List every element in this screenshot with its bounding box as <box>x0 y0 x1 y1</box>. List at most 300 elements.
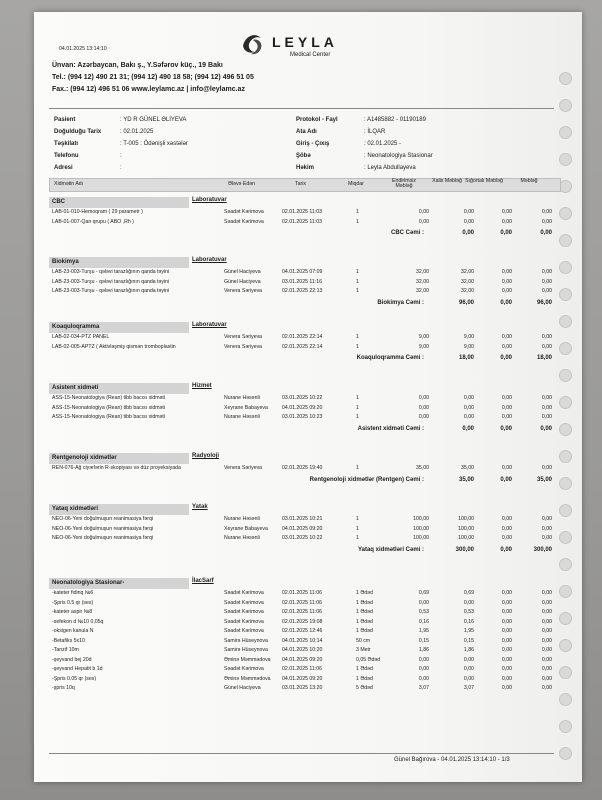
service-name: NEO-06-Yeni doğulmuşun reanimasiya fərqi <box>52 525 154 532</box>
quantity: 1 <box>356 278 359 285</box>
amount-cell: 0,00 <box>541 404 552 411</box>
punch-hole <box>559 99 572 112</box>
patient-field-value: : Leyla Abdullayeva <box>364 165 416 171</box>
amount-cell: 0,00 <box>501 288 512 294</box>
amount-cell: 100,00 <box>413 516 429 522</box>
amount-cell: 0,00 <box>418 599 429 606</box>
section-total-value: 0,00 <box>500 299 512 306</box>
service-date: 02.01.2025 11:06 <box>282 590 322 596</box>
section-total-value: 300,00 <box>455 546 474 553</box>
service-name: -Şpris 0.05 qr (ses) <box>52 675 97 682</box>
patient-field-label: Adresi <box>54 165 73 171</box>
amount-cell: 0,00 <box>418 666 429 672</box>
amount-cell: 0,00 <box>501 675 512 682</box>
quantity: 5 Ədəd <box>356 685 373 691</box>
fax-line: Fax.: (994 12) 496 51 06 www.leylamc.az | info@leylamc.az <box>52 86 245 93</box>
section-total-value: 0,00 <box>540 230 552 236</box>
punch-hole <box>559 720 572 733</box>
punch-hole <box>559 342 572 355</box>
service-name: -Şpris 0.5 qr (ses) <box>52 599 94 606</box>
service-date: 02.01.2025 12:46 <box>282 628 323 634</box>
amount-cell: 0,00 <box>418 218 429 225</box>
quantity: 1 <box>356 334 359 340</box>
punch-hole <box>559 558 572 571</box>
added-by: Əminə Məmmədova <box>224 656 271 663</box>
amount-cell: 9,00 <box>463 334 474 340</box>
added-by: Nurane Həsənli <box>224 516 260 522</box>
amount-cell: 3,07 <box>418 685 429 691</box>
section-name: CBC <box>52 199 65 205</box>
quantity: 1 Ədəd <box>356 590 373 596</box>
patient-field-value: : YD R GÜNEL ƏLİYEVA <box>120 117 187 123</box>
section-total-value: 300,00 <box>533 546 552 553</box>
service-name: -oksigen kanula N <box>52 628 94 634</box>
table-header-cell: Xalis Məbləğ <box>432 178 462 184</box>
amount-cell: 0,00 <box>501 685 512 691</box>
punch-hole <box>559 315 572 328</box>
amount-cell: 0,00 <box>463 218 474 225</box>
patient-field-label: Telefonu <box>54 153 79 159</box>
amount-cell: 100,00 <box>413 525 429 532</box>
section-name: Yataq xidmətləri <box>52 506 99 512</box>
print-time: 04.01.2025 13:14:10 <box>59 46 107 52</box>
section-total-value: 0,00 <box>462 425 474 432</box>
patient-field-value: : A1485882 - 01190189 <box>364 117 426 123</box>
added-by: Xeyrane Babayeva <box>224 404 268 411</box>
quantity: 1 <box>356 516 359 522</box>
service-name: -kateter aspir №8 <box>52 609 93 615</box>
table-header-cell: Miqdar <box>348 181 364 187</box>
service-name: -şeyvand Hepatit b 1d <box>52 666 103 672</box>
patient-field-label: Protokol - Fayl <box>296 117 338 123</box>
amount-cell: 0,00 <box>418 404 429 411</box>
added-by: Venera Səriyeva <box>224 288 263 294</box>
amount-cell: 0,00 <box>501 334 512 340</box>
section-total-value: 0,00 <box>500 425 512 432</box>
punch-hole <box>559 450 572 463</box>
amount-cell: 0,00 <box>541 465 552 471</box>
table-header-cell: Məbləğ <box>520 178 538 184</box>
service-date: 04.01.2025 09:20 <box>282 404 323 411</box>
section-total-value: 0,00 <box>540 425 552 432</box>
punch-hole <box>559 504 572 517</box>
service-name: LAB-01-007-Qan qrupu ( ABO ,Rh ) <box>52 218 134 225</box>
added-by: Samirə Hüseynova <box>224 647 268 653</box>
amount-cell: 0,00 <box>541 656 552 663</box>
amount-cell: 0,00 <box>501 599 512 606</box>
amount-cell: 0,16 <box>463 618 474 625</box>
quantity: 1 <box>356 404 359 411</box>
punch-hole <box>559 369 572 382</box>
service-name: LAB-23-003-Turşu - qələvi tarazlığının qanda təyini <box>52 269 170 275</box>
added-by: Venera Səriyeva <box>224 343 263 350</box>
amount-cell: 35,00 <box>461 465 474 471</box>
section-total-value: 0,00 <box>500 476 512 483</box>
punch-hole <box>559 585 572 598</box>
service-name: REN-076-Ağ ciyərlərin R-skopiyası və düz proyeksiyada <box>52 465 181 471</box>
quantity: 1 <box>356 465 359 471</box>
amount-cell: 0,00 <box>418 414 429 420</box>
quantity: 1 <box>356 414 359 420</box>
header-divider <box>49 108 554 109</box>
added-by: Əminə Məmmədova <box>224 675 271 682</box>
quantity: 50 cm <box>356 637 371 644</box>
added-by: Səadət Kərimova <box>224 218 264 225</box>
quantity: 1 <box>356 535 359 541</box>
patient-field-label: Şöbə <box>296 153 311 159</box>
amount-cell: 0,00 <box>463 404 474 411</box>
quantity: 1 Ədəd <box>356 666 373 672</box>
amount-cell: 0,00 <box>541 535 552 541</box>
footer-text: Günel Bağırova - 04.01.2025 13:14:10 - 1/3 <box>394 757 510 763</box>
added-by: Nurane Həsənli <box>224 535 260 541</box>
table-header-cell: Endirimsiz Məbləğ <box>392 178 416 189</box>
amount-cell: 0,00 <box>541 637 552 644</box>
section-group: Laboratuvar <box>192 197 227 203</box>
amount-cell: 0,00 <box>463 209 474 215</box>
amount-cell: 0,00 <box>418 675 429 682</box>
added-by: Samirə Hüseynova <box>224 637 268 644</box>
amount-cell: 35,00 <box>416 465 429 471</box>
tel-line: Tel.: (994 12) 490 21 31; (994 12) 490 18 58; (994 12) 496 51 05 <box>52 74 254 81</box>
amount-cell: 0,00 <box>541 209 552 215</box>
amount-cell: 0,00 <box>501 637 512 644</box>
quantity: 1 Ədəd <box>356 599 373 606</box>
patient-field-value: : 02.01.2025 - <box>364 141 402 147</box>
patient-field-value: : <box>120 153 122 159</box>
section-total-label: Rentgenoloji xidmətlər (Rentgen) Cəmi : <box>309 476 424 483</box>
service-name: NEO-06-Yeni doğulmuşun reanimasiya fərqi <box>52 535 154 541</box>
section-total-value: 35,00 <box>458 476 474 483</box>
patient-field-value: : 02.01.2025 <box>120 129 154 135</box>
table-header-cell: Ələvə Edən <box>228 181 255 187</box>
service-date: 02.01.2025 22:13 <box>282 288 323 294</box>
quantity: 1 <box>356 269 359 275</box>
amount-cell: 0,00 <box>418 209 429 215</box>
service-name: ASS-15-Neonatologiya (Rean) tibb bacısı xidməti <box>52 395 166 401</box>
amount-cell: 0,00 <box>418 656 429 663</box>
amount-cell: 32,00 <box>461 269 474 275</box>
section-total-label: Asistent xidməti Cəmi : <box>357 425 424 432</box>
amount-cell: 0,69 <box>418 590 429 596</box>
amount-cell: 100,00 <box>413 535 429 541</box>
service-name: ASS-15-Neonatologiya (Rean) tibb bacısı xidməti <box>52 404 166 411</box>
section-total-label: Biokimya Cəmi : <box>377 299 424 306</box>
service-date: 03.01.2025 10:22 <box>282 535 323 541</box>
amount-cell: 32,00 <box>416 288 429 294</box>
service-date: 02.01.2025 11:06 <box>282 666 322 672</box>
service-date: 03.01.2025 10:22 <box>282 395 323 401</box>
quantity: 1 <box>356 209 359 215</box>
section-total-value: 0,00 <box>500 355 512 361</box>
amount-cell: 0,00 <box>501 525 512 532</box>
table-header-cell: Xidmətin Adı <box>54 181 84 187</box>
added-by: Günel Haciyeva <box>224 685 261 691</box>
service-date: 03.01.2025 11:16 <box>282 278 322 285</box>
quantity: 1 <box>356 395 359 401</box>
amount-cell: 0,00 <box>501 666 512 672</box>
amount-cell: 0,00 <box>501 343 512 350</box>
service-name: -şeyvand bej 20d <box>52 656 92 663</box>
service-name: -Tanzif 10m <box>52 647 79 653</box>
punch-hole <box>559 747 572 760</box>
section-total-value: 18,00 <box>536 355 552 361</box>
amount-cell: 0,00 <box>541 278 552 285</box>
patient-field-label: Doğulduğu Tarix <box>54 129 102 135</box>
logo-name: LEYLA <box>272 34 338 50</box>
section-total-label: CBC Cəmi : <box>390 230 424 236</box>
added-by: Nurane Həsənli <box>224 414 260 420</box>
amount-cell: 0,00 <box>541 609 552 615</box>
amount-cell: 100,00 <box>458 516 474 522</box>
amount-cell: 1,86 <box>463 647 474 653</box>
logo-subtitle: Medical Center <box>290 52 331 58</box>
amount-cell: 0,00 <box>541 343 552 350</box>
section-group: Hizmet <box>192 383 212 389</box>
added-by: Səadət Kərimova <box>224 628 264 634</box>
amount-cell: 0,53 <box>463 609 474 615</box>
service-date: 02.01.2025 11:03 <box>282 209 322 215</box>
added-by: Nurane Həsənli <box>224 395 260 401</box>
punch-hole <box>559 153 572 166</box>
added-by: Səadət Kərimova <box>224 209 264 215</box>
service-date: 02.01.2025 19:08 <box>282 618 323 625</box>
amount-cell: 0,00 <box>501 656 512 663</box>
service-date: 02.01.2025 11:06 <box>282 599 322 606</box>
section-total-label: Yataq xidmətləri Cəmi : <box>357 546 424 553</box>
section-group: Yatak <box>192 504 208 510</box>
added-by: Səadət Kərimova <box>224 666 264 672</box>
service-name: LAB-02-034-PTZ PANEL <box>52 334 110 340</box>
section-total-value: 0,00 <box>500 230 512 236</box>
quantity: 3 Metr <box>356 647 371 653</box>
amount-cell: 0,00 <box>541 395 552 401</box>
amount-cell: 0,00 <box>541 628 552 634</box>
leyla-logo-icon <box>239 30 267 58</box>
amount-cell: 0,00 <box>541 525 552 532</box>
punch-hole <box>559 261 572 274</box>
patient-field-value: : İLQAR <box>364 129 386 135</box>
amount-cell: 0,00 <box>541 288 552 294</box>
quantity: 0,05 Ədəd <box>356 656 381 663</box>
service-date: 02.01.2025 19:40 <box>282 465 323 471</box>
punch-hole <box>559 126 572 139</box>
table-header-cell: Sığortalı Məbləğ <box>465 178 503 184</box>
punch-hole <box>559 423 572 436</box>
amount-cell: 0,53 <box>418 609 429 615</box>
patient-field-value: : T-005 : Ödənişli xəstələr <box>120 141 188 147</box>
amount-cell: 0,00 <box>463 666 474 672</box>
service-date: 03.01.2025 13:20 <box>282 685 323 691</box>
punch-hole <box>559 531 572 544</box>
amount-cell: 0,00 <box>501 404 512 411</box>
service-name: NEO-06-Yeni doğulmuşun reanimasiya fərqi <box>52 516 154 522</box>
section-name: Biokimya <box>52 259 79 265</box>
amount-cell: 0,00 <box>501 218 512 225</box>
patient-field-label: Ata Adı <box>296 129 317 135</box>
section-group: Laboratuvar <box>192 322 227 328</box>
amount-cell: 0,00 <box>541 516 552 522</box>
amount-cell: 0,00 <box>463 675 474 682</box>
amount-cell: 0,00 <box>463 395 474 401</box>
amount-cell: 0,00 <box>501 609 512 615</box>
amount-cell: 0,00 <box>541 685 552 691</box>
amount-cell: 0,00 <box>541 218 552 225</box>
amount-cell: 0,00 <box>501 269 512 275</box>
amount-cell: 9,00 <box>418 334 429 340</box>
section-name: Asistent xidməti <box>52 385 99 391</box>
quantity: 1 Ədəd <box>356 609 373 615</box>
amount-cell: 1,95 <box>418 628 429 634</box>
service-date: 04.01.2025 07:09 <box>282 269 323 275</box>
quantity: 1 <box>356 525 359 532</box>
amount-cell: 0,00 <box>463 414 474 420</box>
section-group: İlacSarf <box>192 578 214 584</box>
service-name: -sefekon d №10 0,05q <box>52 618 104 625</box>
amount-cell: 0,00 <box>541 666 552 672</box>
added-by: Günel Haciyeva <box>224 269 261 275</box>
amount-cell: 3,07 <box>463 685 474 691</box>
section-group: Laboratuvar <box>192 257 227 263</box>
amount-cell: 100,00 <box>458 525 474 532</box>
amount-cell: 32,00 <box>416 278 429 285</box>
quantity: 1 <box>356 218 359 225</box>
amount-cell: 9,00 <box>463 343 474 350</box>
punch-hole <box>559 477 572 490</box>
punch-hole <box>559 612 572 625</box>
patient-field-value: : <box>120 165 122 171</box>
section-group: Radyoloji <box>192 453 220 459</box>
amount-cell: 32,00 <box>461 288 474 294</box>
section-total-value: 0,00 <box>462 230 474 236</box>
service-date: 03.01.2025 10:21 <box>282 516 323 522</box>
patient-field-label: Pasient <box>54 117 76 123</box>
amount-cell: 0,16 <box>418 618 429 625</box>
section-name: Koaquloqramma <box>52 324 100 330</box>
amount-cell: 0,00 <box>501 395 512 401</box>
amount-cell: 0,00 <box>501 209 512 215</box>
patient-field-label: Təşkilatı <box>54 141 79 147</box>
punch-hole <box>559 234 572 247</box>
amount-cell: 0,00 <box>501 535 512 541</box>
service-date: 02.01.2025 11:06 <box>282 609 322 615</box>
section-total-value: 18,00 <box>458 355 474 361</box>
patient-field-label: Həkim <box>296 165 315 171</box>
service-name: -kateter fidinq №6 <box>52 590 94 596</box>
punch-hole <box>559 666 572 679</box>
added-by: Səadət Kərimova <box>224 590 264 596</box>
punch-hole <box>559 207 572 220</box>
added-by: Səadət Kərimova <box>224 618 264 625</box>
service-date: 02.01.2025 22:14 <box>282 343 323 350</box>
quantity: 1 Ədəd <box>356 618 373 625</box>
service-date: 03.01.2025 10:23 <box>282 414 323 420</box>
section-total-value: 96,00 <box>536 299 552 306</box>
section-name: Neonatologiya Stasionar- <box>52 580 125 586</box>
amount-cell: 0,00 <box>501 414 512 420</box>
amount-cell: 0,00 <box>541 618 552 625</box>
amount-cell: 0,00 <box>463 599 474 606</box>
added-by: Venera Səriyeva <box>224 465 263 471</box>
punch-hole <box>559 639 572 652</box>
amount-cell: 0,00 <box>501 516 512 522</box>
amount-cell: 9,00 <box>418 343 429 350</box>
amount-cell: 0,15 <box>463 637 474 644</box>
service-name: LAB-23-003-Turşu - qələvi tarazlığının qanda təyini <box>52 288 170 294</box>
service-name: LAB-01-010-Hemoqram ( 29 parametr ) <box>52 209 143 215</box>
amount-cell: 0,00 <box>541 675 552 682</box>
patient-field-value: : Neonatologiya Stasionar <box>364 153 433 159</box>
amount-cell: 0,00 <box>501 647 512 653</box>
document-sheet <box>34 12 582 782</box>
amount-cell: 0,00 <box>463 656 474 663</box>
service-name: LAB-23-003-Turşu - qələvi tarazlığının qanda təyini <box>52 278 170 285</box>
section-header <box>49 197 189 208</box>
amount-cell: 0,00 <box>501 618 512 625</box>
amount-cell: 1,95 <box>463 628 474 634</box>
section-name: Rentgenoloji xidmətlər <box>52 455 117 461</box>
added-by: Venera Səriyeva <box>224 334 263 340</box>
amount-cell: 0,00 <box>541 599 552 606</box>
address-line: Ünvan: Azərbaycan, Bakı ş., Y.Səfərov küç., 19 Bakı <box>52 62 223 69</box>
section-total-value: 0,00 <box>500 546 512 553</box>
service-name: -şpris 10q <box>52 685 75 691</box>
quantity: 1 Ədəd <box>356 628 373 634</box>
added-by: Günel Haciyeva <box>224 278 261 285</box>
added-by: Səadət Kərimova <box>224 599 264 606</box>
punch-hole <box>559 396 572 409</box>
added-by: Xeyrane Babayeva <box>224 525 268 532</box>
service-date: 04.01.2025 09:20 <box>282 675 323 682</box>
table-header-cell: Tarix <box>295 181 306 187</box>
punch-hole <box>559 72 572 85</box>
service-date: 04.01.2025 09:20 <box>282 656 323 663</box>
amount-cell: 0,00 <box>541 590 552 596</box>
quantity: 1 Ədəd <box>356 675 373 682</box>
service-date: 04.01.2025 09:20 <box>282 525 323 532</box>
amount-cell: 0,00 <box>541 647 552 653</box>
amount-cell: 0,00 <box>418 395 429 401</box>
amount-cell: 0,00 <box>541 334 552 340</box>
amount-cell: 0,15 <box>418 637 429 644</box>
service-name: LAB-02-005-APTZ ( Aktivləşmiş qismən tromboplastin <box>52 343 176 350</box>
amount-cell: 0,00 <box>501 465 512 471</box>
amount-cell: 0,00 <box>541 269 552 275</box>
service-name: ASS-15-Neonatologiya (Rean) tibb bacısı xidməti <box>52 414 166 420</box>
service-date: 04.01.2025 10:14 <box>282 637 323 644</box>
section-total-value: 96,00 <box>458 299 474 306</box>
amount-cell: 0,00 <box>501 590 512 596</box>
section-total-value: 35,00 <box>536 476 552 483</box>
amount-cell: 32,00 <box>416 269 429 275</box>
amount-cell: 0,00 <box>541 414 552 420</box>
punch-hole <box>559 693 572 706</box>
service-date: 02.01.2025 11:03 <box>282 218 322 225</box>
added-by: Səadət Kərimova <box>224 609 264 615</box>
patient-field-label: Giriş - Çıxış <box>296 141 330 147</box>
service-date: 04.01.2025 10:20 <box>282 647 323 653</box>
service-date: 02.01.2025 22:14 <box>282 334 323 340</box>
amount-cell: 0,69 <box>463 590 474 596</box>
amount-cell: 32,00 <box>461 278 474 285</box>
table-header-row <box>49 178 561 192</box>
quantity: 1 <box>356 288 359 294</box>
section-total-label: Koaquloqramma Cəmi : <box>356 355 424 361</box>
punch-hole <box>559 288 572 301</box>
amount-cell: 1,86 <box>418 647 429 653</box>
footer-divider <box>49 753 554 754</box>
amount-cell: 0,00 <box>501 628 512 634</box>
